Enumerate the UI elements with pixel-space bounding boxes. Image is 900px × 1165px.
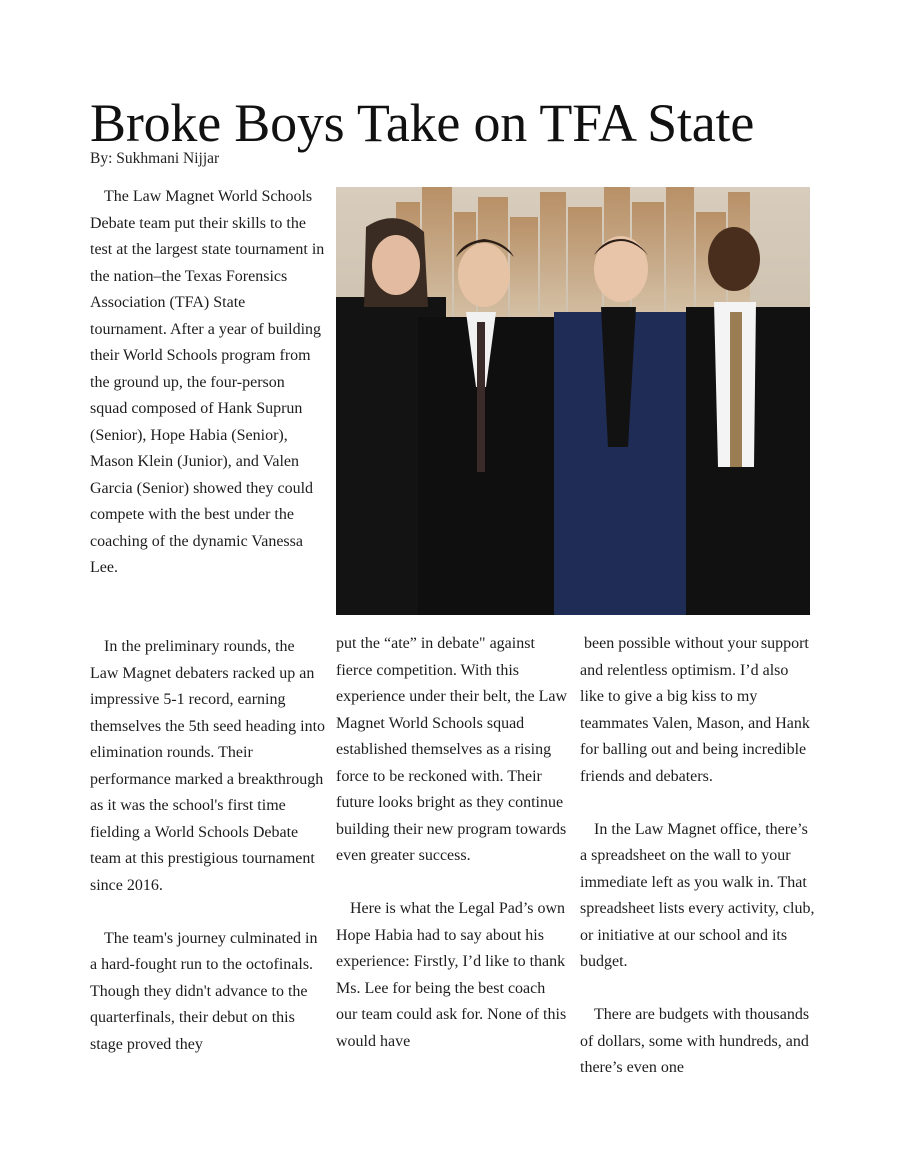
team-photo: [336, 187, 810, 615]
article-paragraph: put the “ate” in debate" against fierce competition. With this experience under their belt, the Law Magnet World Schools squad established themselves as a rising force to be reckoned with. Their future looks bright as they continue building their new program towards even greater success.: [336, 635, 567, 864]
article-paragraph: The team's journey culminated in a hard-fought run to the octofinals. Though they didn't advance to the quarterfinals, their debut on this stage proved they: [90, 929, 318, 1053]
column-3: [580, 631, 816, 1082]
article-paragraph: In the Law Magnet office, there’s a spreadsheet on the wall to your immediate left as you walk in. That spreadsheet lists every activity, club, or initiative at our school and its budget.: [580, 820, 815, 970]
article-byline: By: Sukhmani Nijjar: [90, 150, 220, 167]
column-1-top: [90, 184, 326, 582]
article-paragraph: Here is what the Legal Pad’s own Hope Habia had to say about his experience: Firstly, I’d like to thank Ms. Lee for being the best coach our team could ask for. None of this would have: [336, 900, 567, 1050]
article-paragraph: In the preliminary rounds, the Law Magnet debaters racked up an impressive 5-1 record, earning themselves the 5th seed heading into elimination rounds. Their performance marked a breakthrough as it was the school's first time fielding a World Schools Debate team at this prestigious tournament since 2016.: [90, 638, 326, 894]
article-paragraph: been possible without your support and relentless optimism. I’d also like to give a big kiss to my teammates Valen, Mason, and Hank for balling out and being incredible friends and debaters.: [580, 635, 814, 785]
column-1-bottom: [90, 634, 326, 1058]
article-paragraph: There are budgets with thousands of dollars, some with hundreds, and there’s even one: [580, 1006, 810, 1076]
article-headline: Broke Boys Take on TFA State: [90, 93, 755, 153]
column-2: [336, 631, 568, 1055]
article-paragraph: The Law Magnet World Schools Debate team put their skills to the test at the largest state tournament in the nation–the Texas Forensics Association (TFA) State tournament. After a year of building their World Schools program from the ground up, the four-person squad composed of Hank Suprun (Senior), Hope Habia (Senior), Mason Klein (Junior), and Valen Garcia (Senior) showed they could compete with the best under the coaching of the dynamic Vanessa Lee.: [90, 188, 325, 576]
